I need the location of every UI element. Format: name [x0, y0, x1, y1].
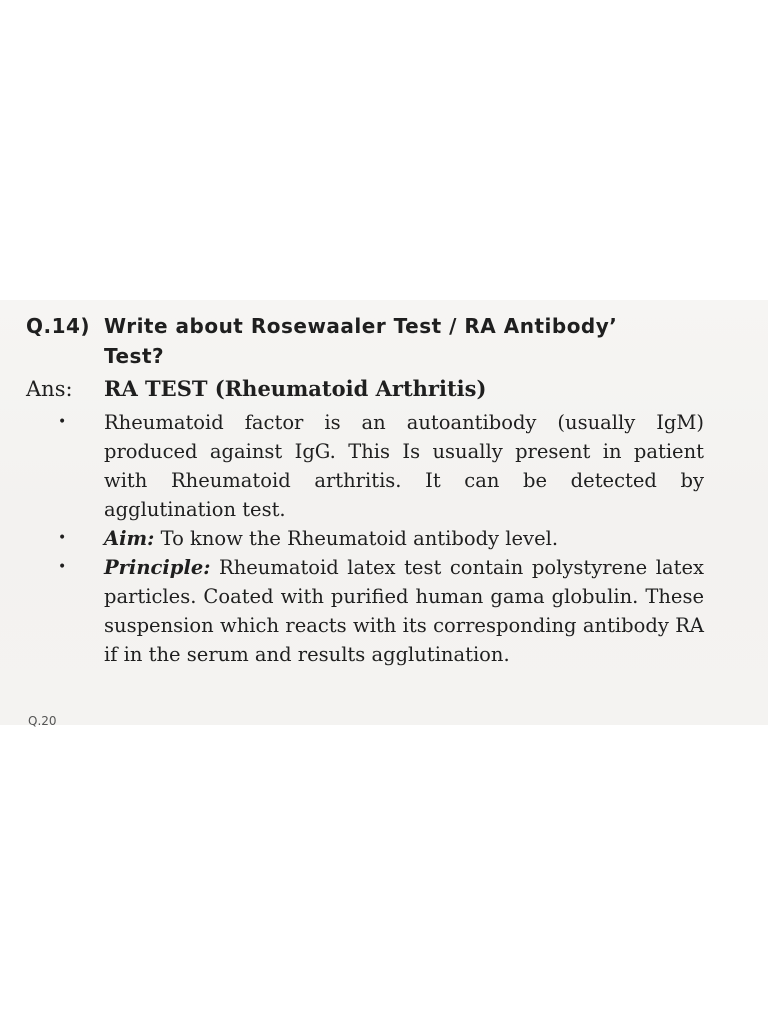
bullet-icon: •: [58, 530, 67, 546]
bullet-text: Rheumatoid factor is an autoantibody (usually IgM) produced against IgG. This Is usually present in patient with Rheumatoid arthritis. It can be detected by agglutination test.: [104, 411, 704, 521]
bullet-text: To know the Rheumatoid antibody level.: [154, 527, 559, 550]
bullet-text: Rheumatoid latex test contain polystyrene latex particles. Coated with purified human gama globulin. These suspension which reacts with its corresponding antibody RA if in the serum and results agglutination.: [104, 556, 704, 666]
bullet-icon: •: [58, 559, 67, 575]
next-question-fragment: Q.20: [28, 714, 57, 728]
bullet-principle: [54, 553, 704, 669]
answer-heading: RA TEST (Rheumatoid Arthritis): [104, 376, 487, 401]
bullet-icon: •: [58, 414, 67, 430]
question-line: [26, 314, 617, 338]
bullet-definition: [54, 408, 704, 524]
bullet-label-aim: Aim:: [104, 527, 155, 550]
answer-bullet-list: [54, 408, 704, 669]
answer-line: [26, 376, 486, 401]
bullet-label-principle: Principle:: [104, 556, 211, 579]
question-number: Q.14): [26, 314, 91, 338]
bullet-aim: [54, 524, 704, 553]
scanned-page-region: [0, 300, 768, 728]
question-text-line2: Test?: [104, 344, 165, 368]
answer-label: Ans:: [26, 377, 73, 401]
question-text-line1: Write about Rosewaaler Test / RA Antibody’: [104, 314, 618, 338]
